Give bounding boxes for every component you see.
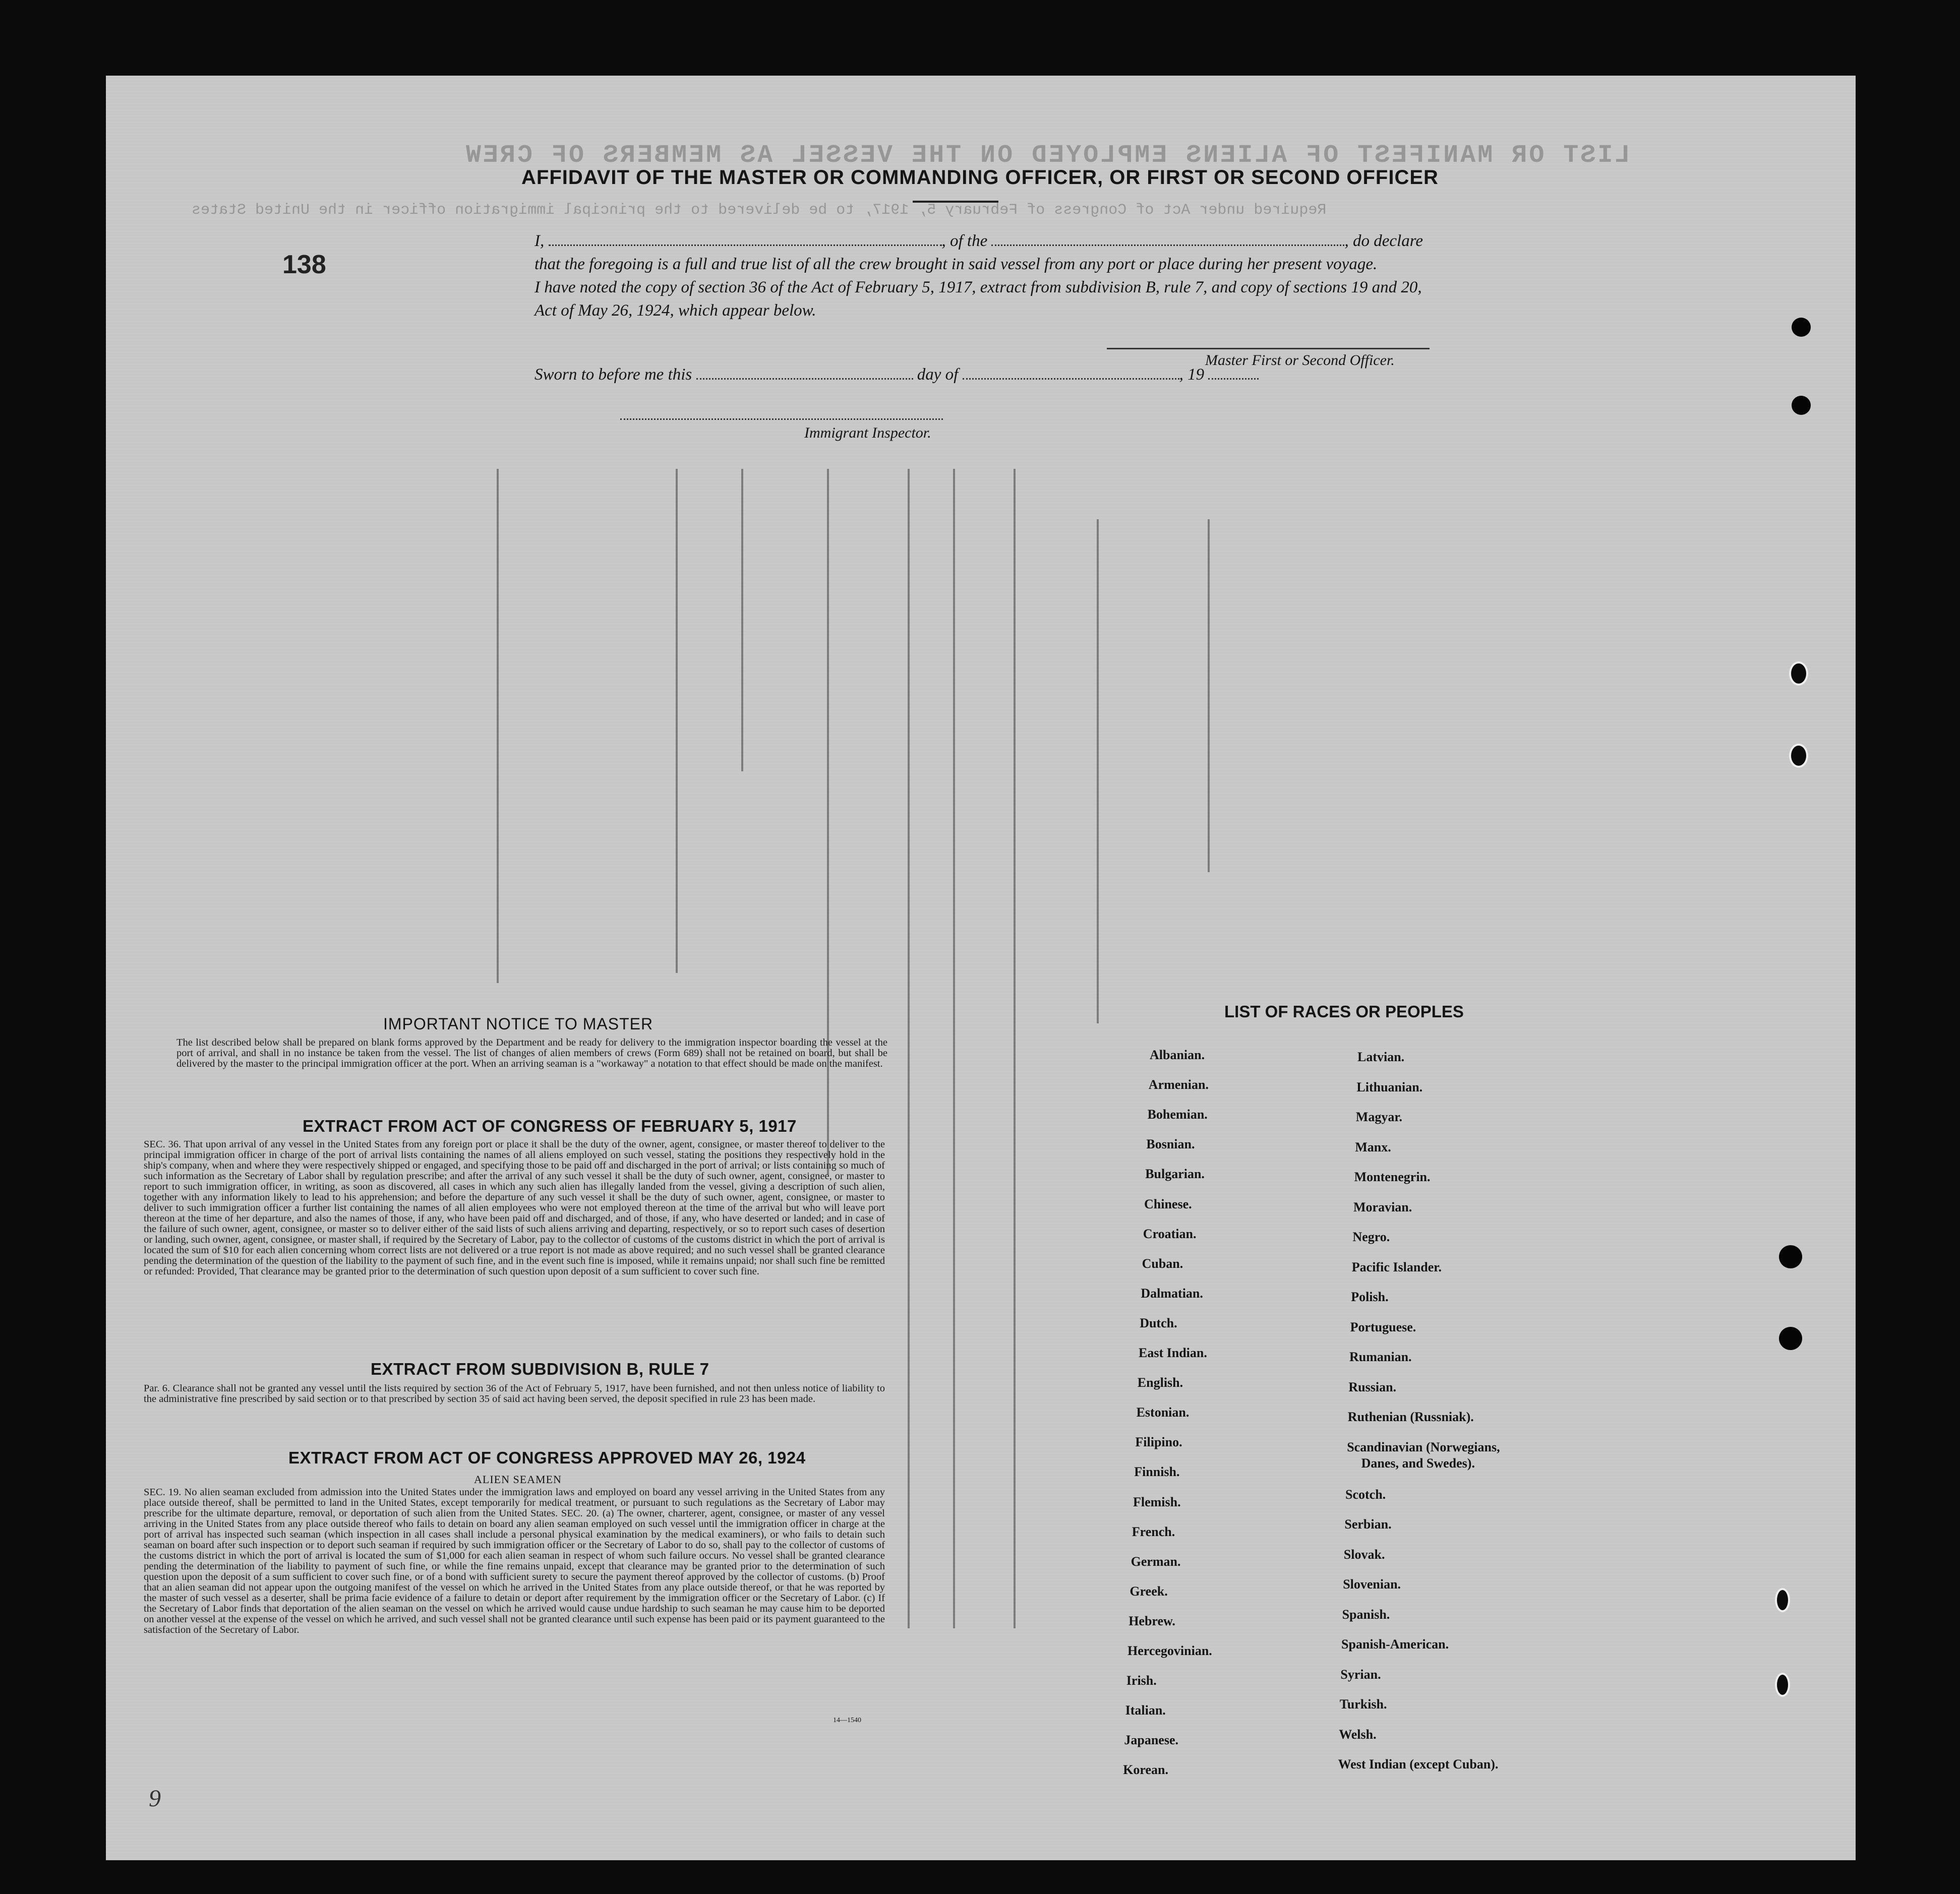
race-item: Japanese.	[1124, 1733, 1179, 1748]
race-item: Negro.	[1352, 1230, 1390, 1244]
race-item: Scotch.	[1345, 1487, 1386, 1502]
ghost-column-line	[741, 469, 743, 771]
stamp-number: 138	[282, 250, 326, 279]
affidavit-line-1	[534, 229, 1573, 253]
sworn-day-field[interactable]	[696, 366, 913, 380]
race-item: Moravian.	[1353, 1199, 1412, 1214]
affidavit-of-the: , of the	[941, 232, 988, 250]
race-item: Portuguese.	[1350, 1319, 1416, 1334]
race-item: Chinese.	[1144, 1196, 1192, 1211]
inspector-label: Immigrant Inspector.	[804, 424, 931, 441]
master-name-field[interactable]	[549, 232, 942, 246]
race-item: Croatian.	[1143, 1226, 1197, 1241]
ghost-column-line	[908, 469, 910, 1628]
affidavit-line-3: I have noted the copy of section 36 of the Act of February 5, 1917, extract from subdivision B, rule 7, and copy of sections 19 and 20,	[534, 278, 1422, 296]
heading-rule	[913, 201, 998, 203]
sworn-day-of: day of	[917, 365, 959, 384]
race-item: Danes, and Swedes).	[1361, 1455, 1475, 1471]
race-item: Armenian.	[1148, 1077, 1209, 1092]
ghost-column-line	[1208, 519, 1210, 872]
race-item: Rumanian.	[1349, 1350, 1412, 1364]
binder-hole	[1779, 1245, 1802, 1268]
race-item: Irish.	[1126, 1673, 1157, 1688]
race-item: Dalmatian.	[1141, 1286, 1203, 1301]
notice-title: IMPORTANT NOTICE TO MASTER	[383, 1015, 654, 1033]
binder-hole	[1789, 744, 1808, 768]
binder-hole	[1792, 396, 1811, 415]
race-item: Filipino.	[1135, 1435, 1182, 1450]
ghost-column-line	[953, 469, 955, 1628]
binder-hole	[1775, 1673, 1790, 1697]
ghost-column-line	[1014, 469, 1016, 1628]
affidavit-statement	[534, 229, 1573, 322]
race-item: Dutch.	[1140, 1315, 1177, 1330]
affidavit-do-declare: , do declare	[1344, 232, 1423, 250]
race-item: Spanish-American.	[1341, 1637, 1449, 1652]
binder-hole	[1779, 1327, 1802, 1350]
race-item: Korean.	[1123, 1762, 1168, 1778]
race-item: Manx.	[1355, 1139, 1391, 1154]
race-item: Scandinavian (Norwegians,	[1347, 1439, 1500, 1454]
race-item: French.	[1132, 1524, 1175, 1539]
race-item: Slovak.	[1343, 1547, 1385, 1562]
bleed-through-subtitle: Required under Act of Congress of February 5, 1917, to be delivered to the principal immigration officer in the United States	[192, 202, 1327, 219]
ghost-column-line	[676, 469, 678, 973]
sworn-year-field[interactable]	[1208, 366, 1259, 380]
master-signature-field[interactable]	[1107, 348, 1430, 349]
race-item: West Indian (except Cuban).	[1338, 1757, 1499, 1771]
races-title: LIST OF RACES OR PEOPLES	[1224, 1002, 1464, 1021]
race-item: Italian.	[1125, 1703, 1166, 1718]
race-item: Hercegovinian.	[1127, 1643, 1212, 1658]
race-item: Welsh.	[1339, 1727, 1377, 1742]
race-item: English.	[1137, 1375, 1183, 1390]
extract-1924-body: SEC. 19. No alien seaman excluded from admission into the United States under the immigration laws and employed on board any vessel arriving in the United States from any place outside thereof, shall be permitted to land in the United States, except temporarily for medical treatment, or pursuant to such regulations as the Secretary of Labor may prescribe for the ultimate departure, removal, or deportation of such alien from the United States. SEC. 20. (a) The owner, charterer, agent, consignee, or master of any vessel arriving in the United States from any place outside thereof who fails to detain on board any alien seaman employed on such vessel until the immigration officer in charge at the port of arrival has inspected such seaman (which inspection in all cases shall include a personal physical examination by the medical examiners), or who fails to detain such seaman on board after such inspection or to deport such seaman if required by such immigration officer or the Secretary of Labor to do so, shall pay to the collector of customs of the customs district in which the port of arrival is located the sum of $1,000 for each alien seaman in respect of whom such failure occurs. No vessel shall be granted clearance pending the determination of the liability to payment of such fine, or while the fine remains unpaid, except that clearance may be granted prior to the determination of such question upon the deposit of a sum sufficient to cover such fine, or of a bond with sufficient surety to secure the payment thereof approved by the collector of customs. (b) Proof that an alien seaman did not appear upon the outgoing manifest of the vessel on which he arrived in the United States from any place outside thereof, or that he was reported by the master of such vessel as a deserter, shall be prima facie evidence of a failure to detain or deport after requirement by the immigration officer or the Secretary of Labor. (c) If the Secretary of Labor finds that deportation of the alien seaman on the vessel on which he arrived would cause undue hardship to such seaman he may cause him to be deported on another vessel at the expense of the vessel on which he arrived, and such vessel shall not be granted clearance until such expense has been paid or its payment guaranteed to the satisfaction of the Secretary of Labor.	[144, 1487, 885, 1635]
race-item: Bohemian.	[1147, 1107, 1208, 1122]
race-item: German.	[1131, 1554, 1181, 1569]
race-item: Estonian.	[1136, 1405, 1190, 1420]
ghost-column-line	[1097, 519, 1099, 1023]
race-item: Montenegrin.	[1354, 1170, 1431, 1184]
affidavit-heading: AFFIDAVIT OF THE MASTER OR COMMANDING OFFICER, OR FIRST OR SECOND OFFICER	[521, 166, 1439, 189]
race-item: East Indian.	[1139, 1346, 1207, 1360]
extract-1917-title: EXTRACT FROM ACT OF CONGRESS OF FEBRUARY 5, 1917	[303, 1117, 797, 1135]
race-item: Slovenian.	[1343, 1577, 1401, 1592]
notice-body: The list described below shall be prepared on blank forms approved by the Department and be ready for delivery to the immigration inspector boarding the vessel at the port of arrival, and shall in no instance be taken from the vessel. The list of changes of alien members of crews (Form 689) shall not be retained on board, but shall be delivered by the master to the principal immigration officer at the port. When an arriving seaman is a "workaway" a notation to that effect should be made on the manifest.	[176, 1037, 887, 1069]
binder-hole	[1792, 318, 1811, 337]
extract-1924-subtitle: ALIEN SEAMEN	[474, 1473, 562, 1486]
race-item: Albanian.	[1150, 1048, 1205, 1062]
sworn-month-field[interactable]	[963, 366, 1179, 380]
bleed-through-title: LIST OR MANIFEST OF ALIENS EMPLOYED ON THE VESSEL AS MEMBERS OF CREW	[464, 141, 1630, 170]
sworn-prefix: Sworn to before me this	[534, 365, 692, 384]
affidavit-line-4: Act of May 26, 1924, which appear below.	[534, 301, 816, 320]
sworn-year-prefix: , 19	[1179, 365, 1205, 384]
race-item: Magyar.	[1355, 1110, 1402, 1124]
race-item: Cuban.	[1142, 1256, 1183, 1271]
race-item: Hebrew.	[1129, 1613, 1175, 1628]
race-item: Pacific Islander.	[1351, 1259, 1442, 1274]
race-item: Serbian.	[1344, 1517, 1392, 1532]
extract-1924-title: EXTRACT FROM ACT OF CONGRESS APPROVED MAY 26, 1924	[288, 1448, 806, 1467]
sworn-statement	[534, 365, 1259, 384]
race-item: Turkish.	[1339, 1697, 1387, 1712]
race-item: Bulgarian.	[1145, 1167, 1205, 1182]
race-item: Ruthenian (Russniak).	[1347, 1410, 1474, 1424]
binder-hole	[1775, 1588, 1790, 1612]
affidavit-line-2: that the foregoing is a full and true list of all the crew brought in said vessel from any port or place during her present voyage.	[534, 255, 1378, 273]
race-item: Lithuanian.	[1356, 1079, 1423, 1094]
race-item: Latvian.	[1357, 1050, 1405, 1064]
ghost-column-line	[497, 469, 499, 983]
race-item: Polish.	[1351, 1290, 1389, 1304]
vessel-name-field[interactable]	[991, 232, 1344, 246]
race-item: Flemish.	[1133, 1494, 1181, 1509]
race-item: Syrian.	[1340, 1667, 1381, 1682]
master-signature-label: Master First or Second Officer.	[1205, 352, 1395, 369]
binder-hole	[1789, 661, 1808, 686]
form-number: 14—1540	[833, 1717, 861, 1724]
extract-rule7-body: Par. 6. Clearance shall not be granted any vessel until the lists required by section 36 of the Act of February 5, 1917, have been furnished, and not then unless notice of liability to the administrative fine prescribed by said section or to that prescribed by section 35 of said act having been served, the deposit specified in rule 23 has been made.	[144, 1383, 885, 1404]
affidavit-i-label: I,	[534, 232, 545, 250]
extract-rule7-title: EXTRACT FROM SUBDIVISION B, RULE 7	[371, 1360, 709, 1378]
race-item: Bosnian.	[1146, 1137, 1195, 1152]
inspector-signature-field[interactable]	[620, 418, 943, 420]
race-item: Russian.	[1348, 1379, 1397, 1394]
race-item: Greek.	[1130, 1583, 1168, 1599]
race-item: Finnish.	[1134, 1464, 1180, 1480]
corner-mark: 9	[149, 1785, 161, 1812]
race-item: Spanish.	[1342, 1607, 1390, 1622]
extract-1917-body: SEC. 36. That upon arrival of any vessel in the United States from any foreign port or place it shall be the duty of the owner, agent, consignee, or master thereof to deliver to the principal immigration officer in charge of the port of arrival lists containing the names of all aliens employed on such vessel, stating the positions they respectively hold in the ship's company, when and where they were respectively shipped or engaged, and specifying those to be paid off and discharged in the port of arrival; or lists containing so much of such information as the Secretary of Labor shall by regulation prescribe; and after the arrival of any such vessel it shall be the duty of such owner, agent, consignee, or master to report to such immigration officer, in writing, as soon as discovered, all cases in which any such alien has illegally landed from the vessel, giving a description of such alien, together with any information likely to lead to his apprehension; and before the departure of any such vessel it shall be the duty of such owner, agent, consignee, or master to deliver to such immigration officer a further list containing the names of all alien employees who were not employed thereon at the time of the arrival but who will leave port thereon at the time of her departure, and also the names of those, if any, who have been paid off and discharged, and of those, if any, who have deserted or landed; and in case of the failure of such owner, agent, consignee, or master so to deliver either of the said lists of such aliens arriving and departing, respectively, or so to report such cases of desertion or landing, such owner, agent, consignee, or master shall, if required by the Secretary of Labor, pay to the collector of customs of the customs district in which the port of arrival is located the sum of $10 for each alien concerning whom correct lists are not delivered or a true report is not made as above required; and no such vessel shall be granted clearance pending the determination of the question of the liability to the payment of such fine, and in the event such fine is imposed, while it remains unpaid; nor shall such fine be remitted or refunded: Provided, That clearance may be granted prior to the determination of such question upon deposit of a sum sufficient to cover such fine.	[144, 1139, 885, 1277]
